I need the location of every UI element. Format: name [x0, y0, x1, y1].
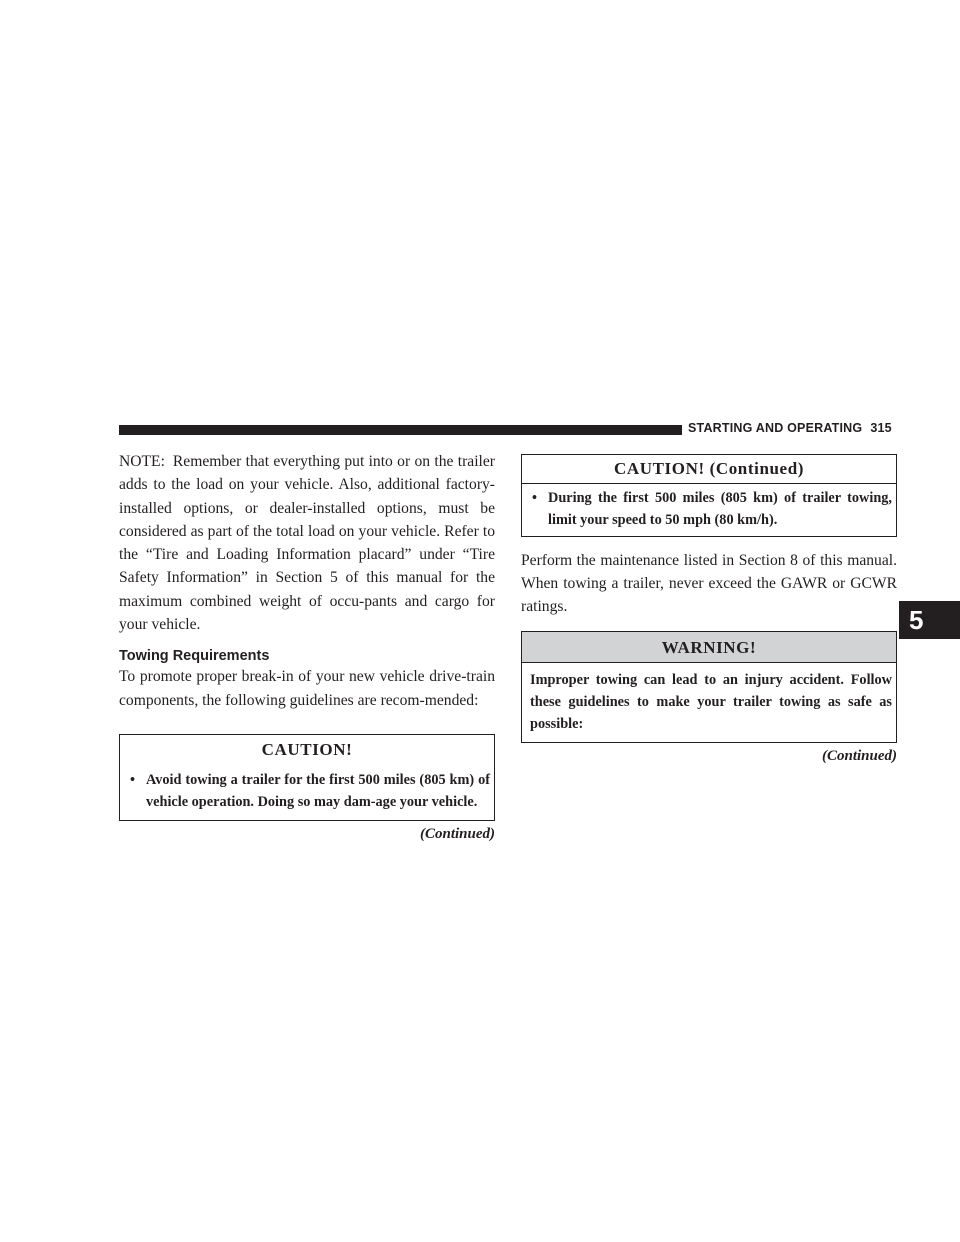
- towing-requirements-heading: Towing Requirements: [119, 648, 270, 665]
- continued-note: (Continued): [419, 825, 495, 842]
- caution-continued-bullet-text: During the first 500 miles (805 km) of trailer towing, limit your speed to 50 mph (80 km/h).: [548, 490, 892, 528]
- caution-bullet-text: Avoid towing a trailer for the first 500 miles (805 km) of vehicle operation. Doing so may dam-age your vehicle.: [146, 771, 490, 810]
- caution-continued-title: CAUTION! (Continued): [522, 455, 896, 484]
- warning-title: WARNING!: [522, 632, 896, 663]
- note-paragraph: [119, 450, 495, 636]
- note-text: Remember that everything put into or on the trailer adds to the load on your vehicle. Also, additional factory-installed options, or dealer-installed options, must be considered as part of the total load on your vehicle. Refer to the “Tire and Loading Information placard” under “Tire Safety Information” in Section 5 of this manual for the maximum combined weight of occu-pants and cargo for your vehicle.: [119, 453, 495, 634]
- towing-paragraph: To promote proper break-in of your new vehicle drive-train components, the following guidelines are recom-mended:: [119, 668, 495, 709]
- left-column: [119, 450, 495, 844]
- bullet-icon: •: [130, 771, 136, 788]
- right-column: [521, 454, 897, 766]
- caution-body: [120, 765, 494, 820]
- caution-continued-box: [521, 454, 897, 537]
- warning-box: [521, 631, 897, 742]
- caution-continued-bullet: [522, 488, 892, 532]
- running-header: [688, 421, 892, 435]
- caution-continued-body: [522, 484, 896, 536]
- chapter-title: STARTING AND OPERATING: [688, 421, 863, 435]
- caution-title: CAUTION!: [261, 739, 353, 759]
- warning-body: Improper towing can lead to an injury accident. Follow these guidelines to make your trailer towing as safe as possible:: [530, 672, 892, 733]
- continued-note: (Continued): [821, 747, 897, 764]
- caution-box: [119, 734, 495, 821]
- header-rule: [119, 425, 682, 435]
- caution-bullet: [120, 770, 490, 814]
- section-tab: 5: [899, 601, 960, 639]
- maintenance-paragraph: Perform the maintenance listed in Section 8 of this manual. When towing a trailer, never exceed the GAWR or GCWR ratings.: [521, 551, 897, 616]
- page-number: 315: [870, 421, 892, 435]
- bullet-icon: •: [532, 490, 538, 506]
- note-label: NOTE:: [119, 453, 165, 470]
